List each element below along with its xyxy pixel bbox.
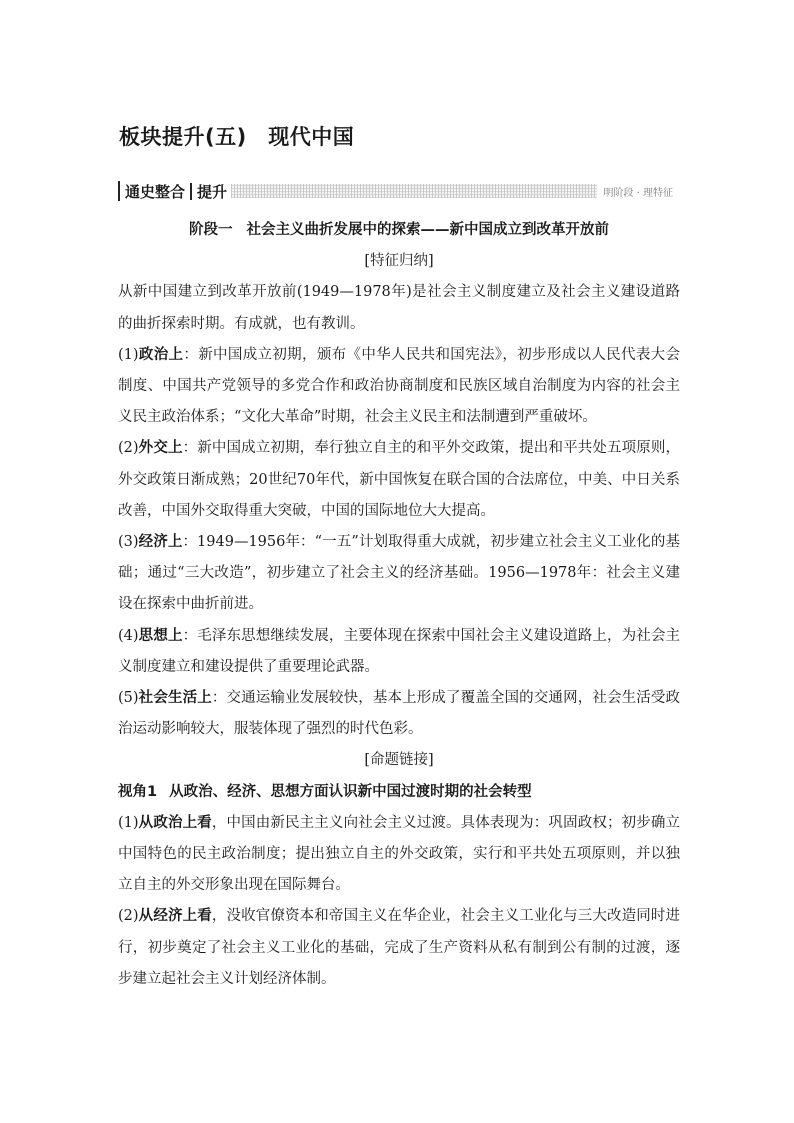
banner-label-main: 通史整合	[125, 182, 186, 201]
feature-num: (2)	[118, 440, 139, 457]
feature-text: ：新中国成立初期，奉行独立自主的和平外交政策，提出和平共处五项原则，外交政策日渐成熟；20世纪70年代，新中国恢复在联合国的合法席位，中美、中日关系改善，中国外交取得重大突破，中国的国际地位大大提高。	[118, 440, 681, 519]
feature-item-diplomacy	[118, 433, 680, 527]
feature-text: ：交通运输业发展较快，基本上形成了覆盖全国的交通网，社会生活受政治运动影响较大，服装体现了强烈的时代色彩。	[118, 690, 681, 738]
feature-item-society	[118, 683, 680, 745]
section-banner	[118, 181, 679, 201]
document-body	[118, 215, 680, 995]
feature-text: ：1949—1956年：“一五”计划取得重大成就，初步建立社会主义工业化的基础；通过“三大改造”，初步建立了社会主义的经济基础。1956—1978年：社会主义建设在探索中曲折前进。	[118, 534, 680, 613]
feature-num: (4)	[118, 627, 139, 644]
angle-point-politics	[118, 808, 680, 902]
banner-pattern	[231, 184, 679, 198]
page-title: 板块提升(五) 现代中国	[119, 125, 355, 149]
point-num: (1)	[118, 814, 139, 831]
angle-title: 从政治、经济、思想方面认识新中国过渡时期的社会转型	[169, 783, 532, 800]
point-text: ，中国由新民主主义向社会主义过渡。具体表现为：巩固政权；初步确立中国特色的民主政治制度；提出独立自主的外交政策，实行和平共处五项原则，并以独立自主的外交形象出现在国际舞台。	[118, 814, 681, 894]
feature-item-politics	[118, 340, 680, 434]
point-lead: 从经济上看	[138, 908, 212, 925]
angle-heading	[118, 777, 680, 808]
feature-lead: 外交上	[138, 440, 183, 457]
link-heading: [命题链接]	[364, 752, 434, 769]
intro-paragraph: 从新中国建立到改革开放前(1949—1978年)是社会主义制度建立及社会主义建设道路的曲折探索时期。有成就，也有教训。	[118, 284, 680, 332]
feature-heading: [特征归纳]	[364, 253, 434, 270]
angle-label: 视角1	[118, 783, 158, 800]
feature-text: ：毛泽东思想继续发展，主要体现在探索中国社会主义建设道路上，为社会主义制度建立和建设提供了重要理论武器。	[118, 627, 681, 675]
point-text: ，没收官僚资本和帝国主义在华企业，社会主义工业化与三大改造同时进行，初步奠定了社会主义工业化的基础，完成了生产资料从私有制到公有制的过渡，逐步建立起社会主义计划经济体制。	[118, 908, 681, 987]
feature-item-economy	[118, 527, 680, 621]
feature-lead: 思想上	[138, 627, 183, 644]
point-lead: 从政治上看	[138, 814, 212, 831]
feature-text: ：新中国成立初期，颁布《中华人民共和国宪法》，初步形成以人民代表大会制度、中国共产党领导的多党合作和政治协商制度和民族区域自治制度为内容的社会主义民主政治体系；“文化大革命”时期，社会主义民主和法制遭到严重破坏。	[118, 346, 681, 426]
feature-lead: 经济上	[138, 534, 183, 551]
banner-divider	[190, 183, 192, 200]
stage-title: 社会主义曲折发展中的探索——新中国成立到改革开放前	[246, 222, 609, 238]
feature-num: (1)	[118, 346, 139, 363]
feature-item-thought	[118, 621, 680, 683]
feature-num: (5)	[118, 690, 139, 707]
stage-heading	[118, 215, 680, 246]
angle-point-economy	[118, 901, 680, 995]
banner-label-sub: 提升	[197, 182, 228, 201]
feature-lead: 社会生活上	[138, 690, 212, 707]
banner-note: 明阶段 · 理特征	[597, 184, 679, 199]
feature-lead: 政治上	[138, 346, 184, 363]
feature-num: (3)	[118, 534, 139, 551]
banner-label	[118, 181, 227, 201]
stage-label: 阶段一	[189, 222, 233, 238]
point-num: (2)	[118, 908, 139, 925]
